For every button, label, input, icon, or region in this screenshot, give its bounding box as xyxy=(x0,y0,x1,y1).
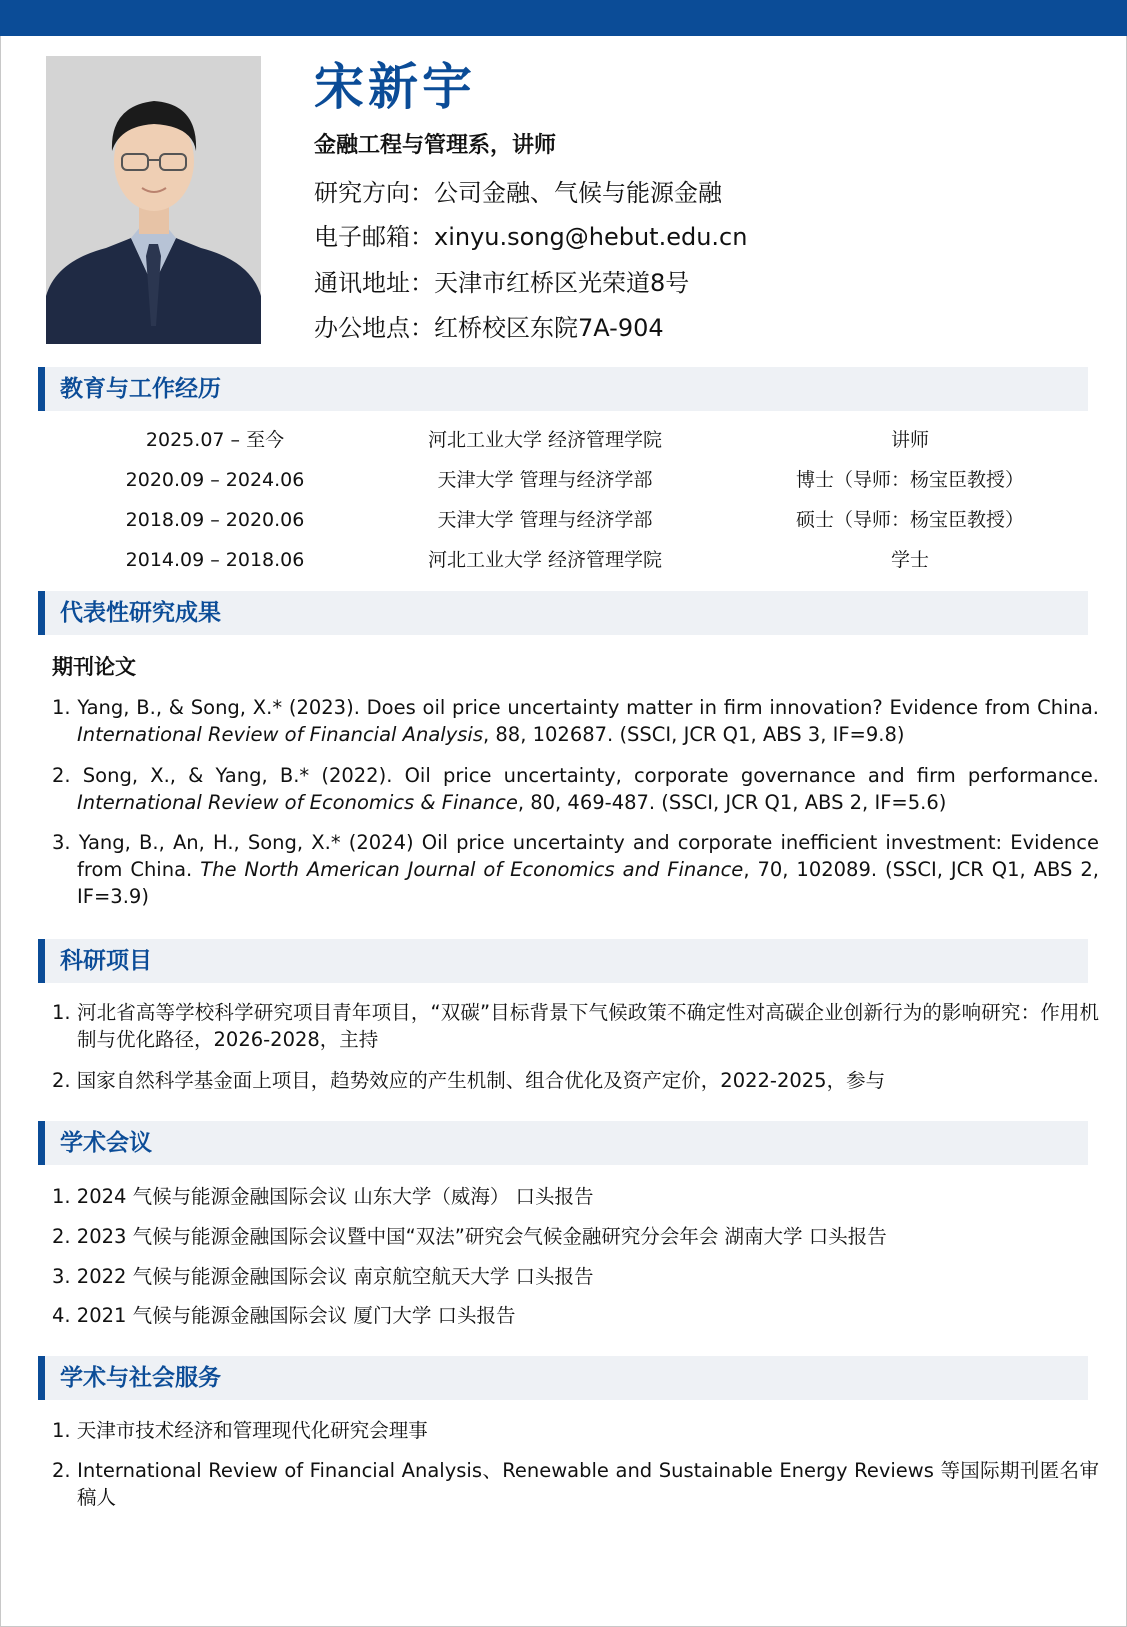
section-header-projects xyxy=(38,939,1088,983)
email: 电子邮箱：xinyu.song@hebut.edu.cn xyxy=(314,223,748,251)
education-row xyxy=(80,500,1060,540)
research-direction: 研究方向：公司金融、气候与能源金融 xyxy=(314,179,722,207)
section-header-service xyxy=(38,1356,1088,1400)
section-header-conferences xyxy=(38,1121,1088,1165)
project-item: 2. 国家自然科学基金面上项目，趋势效应的产生机制、组合优化及资产定价，2022-2025，参与 xyxy=(52,1069,886,1092)
education-period: 2025.07 – 至今 xyxy=(145,429,285,451)
person-name: 宋新宇 xyxy=(314,58,476,116)
education-role: 博士（导师：杨宝臣教授） xyxy=(795,469,1024,491)
office-location: 办公地点：红桥校区东院7A-904 xyxy=(314,314,664,342)
education-role: 讲师 xyxy=(890,429,929,451)
papers-subheading: 期刊论文 xyxy=(52,655,136,679)
section-header-research xyxy=(38,591,1088,635)
section-accent-bar xyxy=(38,1356,45,1400)
section-title: 科研项目 xyxy=(60,948,152,974)
paper-item xyxy=(52,762,1099,816)
education-role: 学士 xyxy=(890,549,929,571)
education-institution: 河北工业大学 经济管理学院 xyxy=(427,429,663,451)
service-item: 2. International Review of Financial Analysis、Renewable and Sustainable Energy Reviews 等国际期刊匿名审稿人 xyxy=(52,1459,1099,1509)
section-accent-bar xyxy=(38,1121,45,1165)
paper-journal: International Review of Financial Analysis xyxy=(77,723,483,746)
conference-item: 1. 2024 气候与能源金融国际会议 山东大学（威海） 口头报告 xyxy=(52,1185,594,1208)
education-institution: 河北工业大学 经济管理学院 xyxy=(427,549,663,571)
profile-photo xyxy=(46,56,261,344)
paper-details: , 80, 469-487. (SSCI, JCR Q1, ABS 2, IF=5.6) xyxy=(517,791,947,814)
paper-item xyxy=(52,694,1099,748)
conference-item: 4. 2021 气候与能源金融国际会议 厦门大学 口头报告 xyxy=(52,1304,516,1327)
position-title: 金融工程与管理系，讲师 xyxy=(314,133,557,158)
paper-journal: The North American Journal of Economics and Finance xyxy=(200,858,744,881)
paper-citation: 3. Yang, B., An, H., Song, X.* (2024) Oil price uncertainty and corporate inefficient investment: Evidence from China. xyxy=(52,831,1099,881)
education-role: 硕士（导师：杨宝臣教授） xyxy=(795,509,1024,531)
project-item: 1. 河北省高等学校科学研究项目青年项目，“双碳”目标背景下气候政策不确定性对高碳企业创新行为的影响研究：作用机制与优化路径，2026-2028，主持 xyxy=(52,1001,1099,1051)
section-title: 学术与社会服务 xyxy=(60,1365,221,1391)
paper-details: , 88, 102687. (SSCI, JCR Q1, ABS 3, IF=9.8) xyxy=(483,723,905,746)
paper-citation: 2. Song, X., & Yang, B.* (2022). Oil price uncertainty, corporate governance and firm performance. xyxy=(52,764,1099,787)
section-title: 代表性研究成果 xyxy=(60,600,221,626)
section-accent-bar xyxy=(38,591,45,635)
education-institution: 天津大学 管理与经济学部 xyxy=(437,469,653,491)
education-row xyxy=(80,460,1060,500)
education-period: 2020.09 – 2024.06 xyxy=(125,469,305,491)
paper-item xyxy=(52,829,1099,910)
header-bar xyxy=(0,0,1127,36)
education-period: 2018.09 – 2020.06 xyxy=(125,509,305,531)
paper-citation: 1. Yang, B., & Song, X.* (2023). Does oil price uncertainty matter in firm innovation? Evidence from China. xyxy=(52,696,1099,719)
service-item: 1. 天津市技术经济和管理现代化研究会理事 xyxy=(52,1419,428,1442)
conference-item: 2. 2023 气候与能源金融国际会议暨中国“双法”研究会气候金融研究分会年会 湖南大学 口头报告 xyxy=(52,1225,887,1248)
section-header-education xyxy=(38,367,1088,411)
section-accent-bar xyxy=(38,367,45,411)
education-row xyxy=(80,540,1060,580)
education-institution: 天津大学 管理与经济学部 xyxy=(437,509,653,531)
education-period: 2014.09 – 2018.06 xyxy=(125,549,305,571)
education-row xyxy=(80,420,1060,460)
paper-details: , 70, 102089. (SSCI, JCR Q1, ABS 2, IF=3.9) xyxy=(77,858,1099,908)
section-title: 教育与工作经历 xyxy=(60,376,221,402)
paper-journal: International Review of Economics & Finance xyxy=(77,791,518,814)
mailing-address: 通讯地址：天津市红桥区光荣道8号 xyxy=(314,269,690,297)
conference-item: 3. 2022 气候与能源金融国际会议 南京航空航天大学 口头报告 xyxy=(52,1265,594,1288)
section-accent-bar xyxy=(38,939,45,983)
section-title: 学术会议 xyxy=(60,1130,152,1156)
